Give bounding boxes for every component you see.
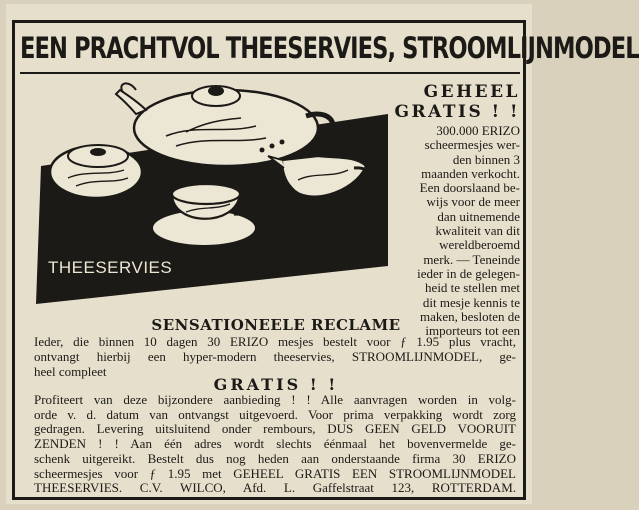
side-line: kwaliteit van dit xyxy=(435,223,520,239)
side-line: den binnen 3 xyxy=(452,151,520,167)
offer-paragraph xyxy=(34,334,516,379)
side-line: maanden verkocht. xyxy=(421,165,520,181)
reclame-heading: SENSATIONEELE RECLAME xyxy=(151,316,401,334)
order-line: scheermesjes voor ƒ 1.95 met GEHEEL GRATIS EEN STROOMLIJNMODEL xyxy=(34,465,516,481)
order-line: schenk uitgereikt. Bestelt dus nog heden aan onderstaande firma 30 ERIZO xyxy=(34,450,516,466)
side-line: merk. — Teneinde xyxy=(423,251,520,267)
order-line: Profiteert van deze bijzondere aanbieding ! ! Alle aanvragen worden in volg- xyxy=(34,392,516,407)
order-line: THEESERVIES. C.V. WILCO, Afd. L. Gaffelstraat 123, ROTTERDAM. xyxy=(34,480,516,496)
side-line: dit mesje kennis te xyxy=(422,294,520,310)
order-line: orde v. d. datum van ontvangst uitgevoerd. Voor prima verpakking wordt zorg xyxy=(34,406,516,422)
side-title-line-1: GEHEEL xyxy=(423,82,520,102)
order-line: gedragen. Levering uitsluitend onder rembours, DUS GEEN GELD VOORUIT xyxy=(34,421,516,437)
headline-rule xyxy=(20,72,520,74)
advertisement xyxy=(6,4,639,504)
order-line: ZENDEN ! ! Aan één adres wordt slechts éénmaal het bovenvermelde ge- xyxy=(34,436,516,452)
headline: EEN PRACHTVOL THEESERVIES, STROOMLIJNMODEL xyxy=(20,31,639,65)
illustration-label: THEESERVIES xyxy=(48,258,173,277)
side-line: heid te stellen met xyxy=(425,280,520,296)
side-column xyxy=(362,82,520,338)
side-body xyxy=(362,124,520,338)
side-line: wereldberoemd xyxy=(439,237,520,253)
side-line: maken, besloten de xyxy=(420,308,520,324)
side-title-line-2: GRATIS ! ! xyxy=(394,102,520,122)
side-line: scheermesjes wer- xyxy=(424,137,520,153)
order-paragraph xyxy=(34,393,516,496)
side-line: dan uitnemende xyxy=(437,208,520,224)
offer-line: Ieder, die binnen 10 dagen 30 ERIZO mesjes bestelt voor ƒ 1.95 plus vracht, xyxy=(34,334,516,349)
offer-line: ontvangt hierbij een hyper-modern theeservies, STROOMLIJNMODEL, ge- xyxy=(34,349,516,364)
side-line: Een doorslaand be- xyxy=(419,180,520,196)
side-line: importeurs tot een xyxy=(425,323,520,339)
side-line: 300.000 ERIZO xyxy=(436,123,520,138)
offer-line: heel compleet xyxy=(34,364,107,379)
side-line: wijs voor de meer xyxy=(426,194,520,210)
gratis-heading: GRATIS ! ! xyxy=(213,375,339,394)
side-line: ieder in de gelegen- xyxy=(417,265,520,281)
